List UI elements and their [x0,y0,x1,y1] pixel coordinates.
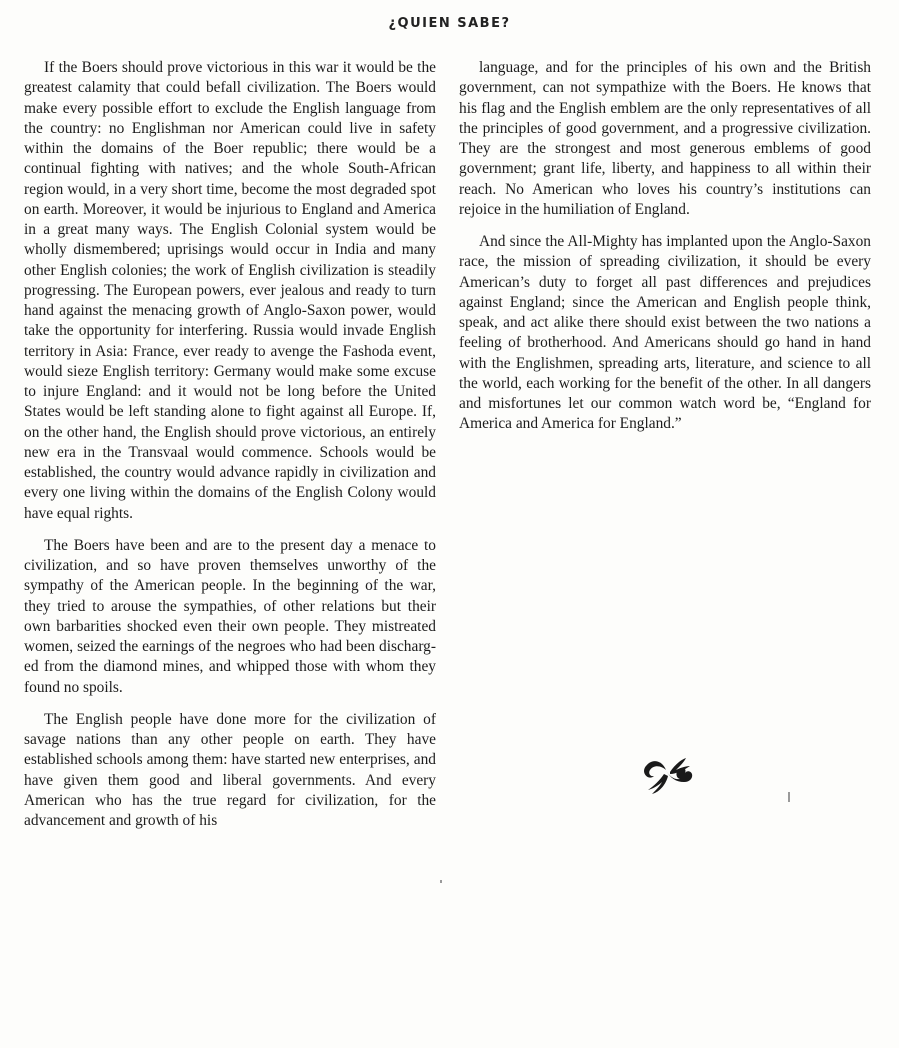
fleuron-icon [640,752,696,800]
paragraph-boer-victory: If the Boers should prove victorious in this war it would be the greatest calamity that could befall civilization. The Boers would make every possible effort to exclude the English language from the country: no Englishman nor American could live in safety within the domains of the Boer republic; there would be a continual fighting with natives; and the whole South-African region would, in a very short time, become the most degraded spot on earth. Moreover, it would be injurious to England and America in a great many ways. The English Colonial system would be wholly dismembered; uprisings would occur in India and many other English colonies; the work of English civilization is steadily progressing. The European powers, ever jealous and ready to turn hand against the menacing growth of Anglo-Saxon power, would take the opportunity for interfering. Russia would invade English territory in Asia: France, ever ready to avenge the Fashoda event, would sieze English territory: Germany would make some excuse to injure England: and it would not be long before the United States would be left standing alone to fight against all Europe. If, on the other hand, the English should prove victorious, an entirely new era in the Transvaal would commence. Schools would be established, the country would advance rapidly in civilization and every one living within the domains of the English Colony would have equal rights. [24,59,436,522]
right-column [459,58,871,447]
page-speck [788,792,790,802]
page-speck [440,880,442,883]
left-column [24,58,436,843]
paragraph-boer-menace: The Boers have been and are to the present day a menace to civilization, and so have proven themselves unworthy of the sympathy of the American people. In the beginning of the war, they tried to arouse the sympathies, of other relations but their own barbarities shocked even their own people. They mistreated women, seized the earnings of the negroes who had been discharged from the diamond mines, and whipped those with whom they found no spoils. [24,536,436,696]
paragraph-american-sympathy: language, and for the principles of his own and the British government, can not sympathize with the Boers. He knows that his flag and the English emblem are the only representatives of all the principles of good government, and a progressive civilization. They are the strongest and most generous emblems of good government; grant life, liberty, and happiness to all within their reach. No American who loves his country’s institutions can rejoice in the humiliation of England. [459,59,871,218]
running-head-title: ¿QUIEN SABE? [388,16,511,31]
paragraph-english-civilization: The English people have done more for the civilization of savage nations than any other people on earth. They have established schools among them: have started new enterprises, and have given them good and liberal governments. And every American who has the true regard for civilization, for the advancement and growth of his [24,710,436,829]
paragraph-brotherhood: And since the All-Mighty has implanted upon the Anglo-Saxon race, the mission of spreading civilization, it should be every American’s duty to forget all past differences and prejudices against England; since the American and English people think, speak, and act alike there should exist between the two nations a feeling of brotherhood. And Americans should go hand in hand with the Englishmen, spreading arts, literature, and science to all the world, each working for the benefit of the other. In all dangers and misfortunes let our common watch word be, “England for America and America for England.” [459,233,871,433]
